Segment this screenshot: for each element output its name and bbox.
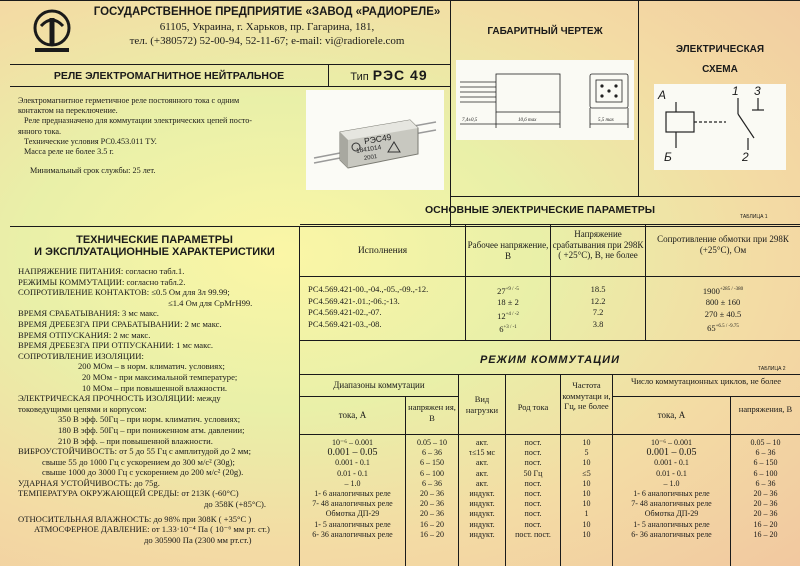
table2-cell-current2: 1- 6 аналогичных реле (633, 489, 710, 499)
param-line: ЭЛЕКТРИЧЕСКАЯ ПРОЧНОСТЬ ИЗОЛЯЦИИ: между (18, 393, 221, 404)
table1-resistance: 270 ± 40.5 (704, 309, 742, 320)
relay-type-label: Тип (350, 71, 369, 83)
param-line: токоведущими цепями и корпусом: (18, 403, 147, 414)
table2-cell-current: 7- 48 аналогичных реле (312, 499, 393, 509)
table2-cell-freq: 10 (582, 519, 591, 529)
table2-cell-load: индукт. (469, 499, 495, 509)
table2-cell-kind: пост. (524, 499, 542, 509)
table1-voltage-tol: +9 / -5 (505, 287, 519, 292)
table1-header-variant: Исполнения (357, 246, 408, 256)
scheme-label-2: 2 (742, 150, 749, 164)
param-line: до 305900 Па (2300 мм рт.ст.) (144, 534, 252, 545)
param-line: НАПРЯЖЕНИЕ ПИТАНИЯ: согласно табл.1. (18, 266, 185, 276)
table2-cell-freq: 10 (582, 458, 591, 468)
scheme-label-3: 3 (754, 84, 761, 98)
scheme-title-2: СХЕМА (702, 64, 738, 75)
table1-pickup: 18.5 (590, 284, 606, 294)
param-line: ВРЕМЯ ДРЕБЕЗГА ПРИ СРАБАТЫВАНИИ: 2 мс макс. (18, 318, 222, 329)
table2-cell-current: 0.001 - 0.1 (335, 458, 370, 468)
param-line: ВРЕМЯ ДРЕБЕЗГА ПРИ ОТПУСКАНИИ: 1 мс макс. (18, 340, 214, 351)
table2-header-freq: Частота коммутаци и, Гц, не более (562, 380, 611, 411)
table1-variant: РС4.569.421-03.,-08. (308, 318, 382, 329)
border-top (0, 0, 800, 1)
table2-cell-voltage2: 20 – 36 (753, 499, 778, 509)
table2-cell-voltage2: 6 – 150 (753, 458, 778, 468)
drawing-title: ГАБАРИТНЫЙ ЧЕРТЕЖ (487, 26, 603, 37)
table2-cell-voltage2: 20 – 36 (753, 489, 778, 499)
table2-cell-load: индукт. (469, 489, 495, 499)
table2-header-ranges: Диапазоны коммутации (333, 380, 425, 390)
scheme-label-b: Б (664, 150, 672, 164)
table2-cell-freq: 10 (582, 529, 591, 539)
table2-header-voltage2: напряжения, В (738, 404, 793, 414)
table2-cell-voltage: 20 – 36 (420, 509, 444, 519)
company-logo-icon (32, 8, 72, 54)
table1-title: ОСНОВНЫЕ ЭЛЕКТРИЧЕСКИЕ ПАРАМЕТРЫ (424, 204, 656, 216)
table2-cell-current2: – 1.0 (663, 478, 680, 488)
table2-current-column (300, 438, 405, 540)
table2-cell-voltage: 20 – 36 (420, 499, 444, 509)
table2-cell-kind: 50 Гц (523, 468, 543, 478)
table2-cell-kind: пост. (524, 448, 542, 458)
table2-cell-freq: ≤5 (582, 468, 591, 478)
table2-cell-freq: 10 (582, 489, 591, 499)
scheme-title-1: ЭЛЕКТРИЧЕСКАЯ (675, 44, 765, 55)
param-line: до 358К (+85°С). (204, 499, 267, 510)
table2-cell-voltage: 20 – 36 (420, 489, 444, 499)
table1-border-bottom (300, 340, 800, 341)
table2-cell-freq: 1 (584, 509, 589, 519)
table2-voltage2-column (731, 438, 800, 540)
divider-h-category (10, 86, 450, 87)
table1-header-voltage: Рабочее напряжение, В (467, 240, 549, 261)
outline-drawing-image (456, 60, 634, 140)
photo-marking-type: РЭС49 (363, 131, 392, 147)
table2-cell-current: Обмотка ДП-29 (325, 509, 380, 519)
divider-h-middle (10, 226, 800, 227)
divider-v-right (638, 0, 639, 196)
table2-cell-voltage: 6 – 36 (422, 478, 442, 488)
dim-body-length: 10,6 max (518, 118, 537, 123)
description-line: янного тока. (18, 126, 62, 136)
table1-pickup: 3.8 (592, 318, 604, 329)
table1-voltage-column (466, 284, 550, 336)
table2-cell-load: акт. (475, 468, 489, 478)
param-line: ВИБРОУСТОЙЧИВОСТЬ: от 5 до 55 Гц с амплитудой до 2 мм; (18, 446, 251, 457)
param-line: 210 В эфф. – при повышенной влажности. (58, 435, 213, 446)
table2-cell-load: акт. (475, 458, 489, 468)
table2-cell-current: 1- 5 аналогичных реле (314, 519, 391, 529)
param-line: УДАРНАЯ УСТОЙЧИВОСТЬ: до 75g. (18, 477, 160, 488)
photo-marking-code: 1841014 (355, 144, 382, 155)
table2-cell-load: акт. (475, 438, 489, 447)
outline-drawing (456, 60, 634, 140)
table2-cell-load: акт. (475, 478, 489, 488)
table2-cell-voltage: 16 – 20 (420, 529, 444, 539)
table2-voltage-column (406, 438, 458, 540)
table1-pickup-column (551, 284, 645, 330)
table2-cell-current2: 0.01 - 0.1 (656, 468, 687, 478)
table1-voltage-tol: +3 / -1 (503, 325, 517, 331)
table1-voltage: 6 (499, 324, 504, 335)
table1-header-pickup: Напряжение срабатывания при 298К ( +25°С), В, не более (552, 229, 644, 260)
table1-voltage-tol: +4 / -2 (505, 312, 519, 318)
table2-cell-voltage2: 0.05 – 10 (750, 438, 781, 447)
table1-variant: РС4.569.421-.01.;-06.;-13. (308, 295, 400, 306)
param-line: 350 В эфф. 50Гц – при норм. климатич. условиях; (58, 414, 241, 425)
divider-h-table1 (450, 196, 800, 197)
scheme-diagram-image (654, 84, 786, 170)
table1-resistance: 800 ± 160 (705, 297, 741, 308)
relay-photo (306, 90, 444, 190)
table2-cell-kind: пост. (524, 489, 542, 499)
table1-pickup: 7.2 (592, 307, 604, 318)
scheme-diagram (654, 84, 786, 170)
param-line: ВРЕМЯ ОТПУСКАНИЯ: 2 мс макс. (18, 329, 151, 340)
relay-category: РЕЛЕ ЭЛЕКТРОМАГНИТНОЕ НЕЙТРАЛЬНОЕ (53, 70, 285, 82)
param-line: СОПРОТИВЛЕНИЕ КОНТАКТОВ: ≤0.5 Ом для Зл 99.99; (18, 287, 230, 298)
param-line: 180 В эфф. 50Гц – при пониженном атм. давлении; (58, 424, 245, 435)
table2-cell-kind: пост. (524, 458, 542, 468)
table2-cell-kind: пост. (524, 438, 542, 447)
table2-header-load: Вид нагрузки (465, 394, 499, 415)
param-line: свыше 55 до 1000 Гц с ускорением до 300 м/с² (30g); (42, 456, 235, 467)
table2-cell-load: индукт. (469, 529, 495, 539)
table1-resistance-tol: +6.5 / -9.75 (715, 323, 739, 329)
table2-cell-freq: 10 (582, 438, 591, 447)
company-address: 61105, Украина, г. Харьков, пр. Гагарина, 181, (159, 21, 375, 33)
table2-cell-voltage2: 6 – 36 (755, 478, 776, 488)
table2-cell-kind: пост. (524, 509, 542, 519)
table2-current2-column (613, 438, 730, 540)
table1-voltage: 12 (497, 310, 506, 321)
param-line: СОПРОТИВЛЕНИЕ ИЗОЛЯЦИИ: (18, 350, 144, 361)
table2-cell-current2: 6- 36 аналогичных реле (631, 529, 712, 539)
table2-kind-column (506, 438, 560, 540)
param-line: ВРЕМЯ СРАБАТЫВАНИЯ: 3 мс макс. (18, 308, 159, 319)
relay-description (18, 96, 308, 176)
table2-header-current2: тока, А (657, 410, 686, 420)
table2-cell-voltage2: 16 – 20 (753, 519, 778, 529)
params-subtitle: И ЭКСПЛУАТАЦИОННЫЕ ХАРАКТЕРИСТИКИ (34, 246, 275, 258)
table2-cell-voltage2: 6 – 100 (753, 468, 778, 478)
table2-cell-load: τ≤15 мс (468, 448, 496, 458)
table2-header-line (300, 434, 800, 435)
table2-cell-current2: 7- 48 аналогичных реле (631, 499, 712, 509)
description-line: Минимальный срок службы: 25 лет. (30, 166, 156, 176)
table2-border-top (300, 374, 800, 375)
param-line: свыше 1000 до 3000 Гц с ускорением до 200 м/с² (20g). (42, 467, 244, 478)
table2-title: РЕЖИМ КОММУТАЦИИ (479, 354, 621, 366)
relay-type-value: РЭС 49 (372, 67, 428, 83)
table2-cell-load: индукт. (469, 519, 495, 529)
table2-header-kind: Род тока (517, 402, 549, 412)
table2-cell-current2: Обмотка ДП-29 (644, 509, 699, 519)
table2-subheader-line (300, 396, 458, 397)
param-line: 10 МОм – при повышенной влажности. (82, 382, 228, 393)
table2-cell-freq: 10 (582, 499, 591, 509)
table2-label: ТАБЛИЦА 2 (758, 366, 786, 372)
table2-cell-load: индукт. (469, 509, 495, 519)
table1-voltage: 18 ± 2 (497, 297, 519, 308)
table2-cell-kind: пост. пост. (515, 529, 551, 539)
table1-resistance: 65 (707, 322, 716, 333)
table2-cell-voltage2: 20 – 36 (753, 509, 778, 519)
table2-cell-voltage: 6 – 36 (422, 448, 442, 458)
table2-cell-current2: 1- 5 аналогичных реле (633, 519, 710, 529)
dim-pin-length: 7,4±0,5 (462, 118, 478, 123)
table2-cell-current: 1- 6 аналогичных реле (314, 489, 391, 499)
param-line: 200 МОм – в норм. климатич. условиях; (78, 361, 225, 372)
table2-cell-current: 10⁻⁶ – 0.001 (331, 438, 373, 447)
relay-type (330, 67, 448, 85)
param-line: ТЕМПЕРАТУРА ОКРУЖАЮЩЕЙ СРЕДЫ: от 213К (-60°С) (18, 488, 239, 499)
photo-marking-year: 2001 (363, 153, 378, 163)
dim-body-width: 5,5 max (598, 118, 614, 123)
divider-v-type (328, 64, 329, 86)
table1-header-resistance: Сопротивление обмотки при 298К (+25°С), Ом (657, 234, 789, 255)
table2-cell-current: – 1.0 (344, 478, 361, 488)
table2-header-voltage: напряжен ия, В (408, 402, 456, 423)
table1-resistance-column (646, 284, 800, 334)
divider-h-header (10, 64, 450, 65)
description-line: контактом на переключение. (18, 106, 118, 116)
table1-pickup: 12.2 (590, 295, 606, 306)
table1-resistance-tol: +285 / -380 (719, 287, 744, 292)
table2-cell-voltage2: 6 – 36 (755, 448, 776, 458)
table1-variant-column (308, 284, 428, 330)
table2-cell-voltage: 6 – 150 (420, 458, 444, 468)
table2-cell-voltage: 6 – 100 (420, 468, 444, 478)
params-list (18, 266, 298, 545)
table1-variant: РС4.569.421-02.,-07. (308, 307, 382, 318)
table2-cell-voltage2: 16 – 20 (753, 529, 778, 539)
description-line: Технические условия РС0.453.011 ТУ. (24, 136, 157, 146)
table2-cell-current2: 0.001 – 0.05 (646, 447, 697, 459)
table2-header-current: тока, А (338, 410, 367, 420)
table2-cell-current2: 10⁻⁶ – 0.001 (650, 438, 692, 447)
table1-variant: РС4.569.421-00.,-04.,-05.,-09.,-12. (308, 284, 429, 294)
scheme-label-1: 1 (732, 84, 739, 98)
param-line: ОТНОСИТЕЛЬНАЯ ВЛАЖНОСТЬ: до 98% при 308К ( +35°С ) (18, 513, 252, 524)
company-name: ГОСУДАРСТВЕННОЕ ПРЕДПРИЯТИЕ «ЗАВОД «РАДИОРЕЛЕ» (93, 6, 441, 18)
table2-freq-column (561, 438, 612, 540)
params-title: ТЕХНИЧЕСКИЕ ПАРАМЕТРЫ (76, 234, 233, 246)
table2-cell-current: 0.001 – 0.05 (327, 447, 378, 459)
param-line: 20 МОм - при максимальной температуре; (82, 371, 238, 382)
table1-voltage: 27 (497, 285, 506, 296)
table2-cell-current2: 0.001 - 0.1 (654, 458, 689, 468)
table2-load-column (459, 438, 505, 540)
table2-cell-current: 6- 36 аналогичных реле (312, 529, 393, 539)
scheme-label-a: А (658, 88, 667, 102)
table2-cell-current: 0.01 - 0.1 (337, 468, 368, 478)
description-line: Масса реле не более 3.5 г. (24, 147, 114, 157)
description-line: Реле предназначено для коммутации электрических цепей посто- (24, 116, 253, 126)
divider-v-top (450, 0, 451, 226)
table2-cell-voltage: 16 – 20 (420, 519, 444, 529)
param-line: ≤1.4 Ом для СрМгН99. (168, 297, 253, 308)
table2-cell-freq: 5 (584, 448, 589, 458)
table1-label: ТАБЛИЦА 1 (740, 214, 768, 220)
description-line: Электромагнитное герметичное реле постоянного тока с одним (18, 96, 240, 105)
table2-subheader-line (612, 396, 800, 397)
table2-cell-kind: пост. (524, 519, 542, 529)
table1-resistance: 1900 (702, 285, 720, 296)
param-line: АТМОСФЕРНОЕ ДАВЛЕНИЕ: от 1.33·10⁻⁴ Па ( 10⁻⁶ мм рт. ст.) (34, 524, 270, 535)
param-line: РЕЖИМЫ КОММУТАЦИИ: согласно табл.2. (18, 276, 186, 287)
company-contacts: тел. (+380572) 52-00-94, 52-11-67; e-mail: vi@radiorele.com (129, 35, 405, 47)
table2-cell-kind: пост. (524, 478, 542, 488)
table2-cell-voltage: 0.05 – 10 (417, 438, 447, 447)
table2-cell-freq: 10 (582, 478, 591, 488)
table2-header-cycles: Число коммутационных циклов, не более (630, 376, 782, 386)
